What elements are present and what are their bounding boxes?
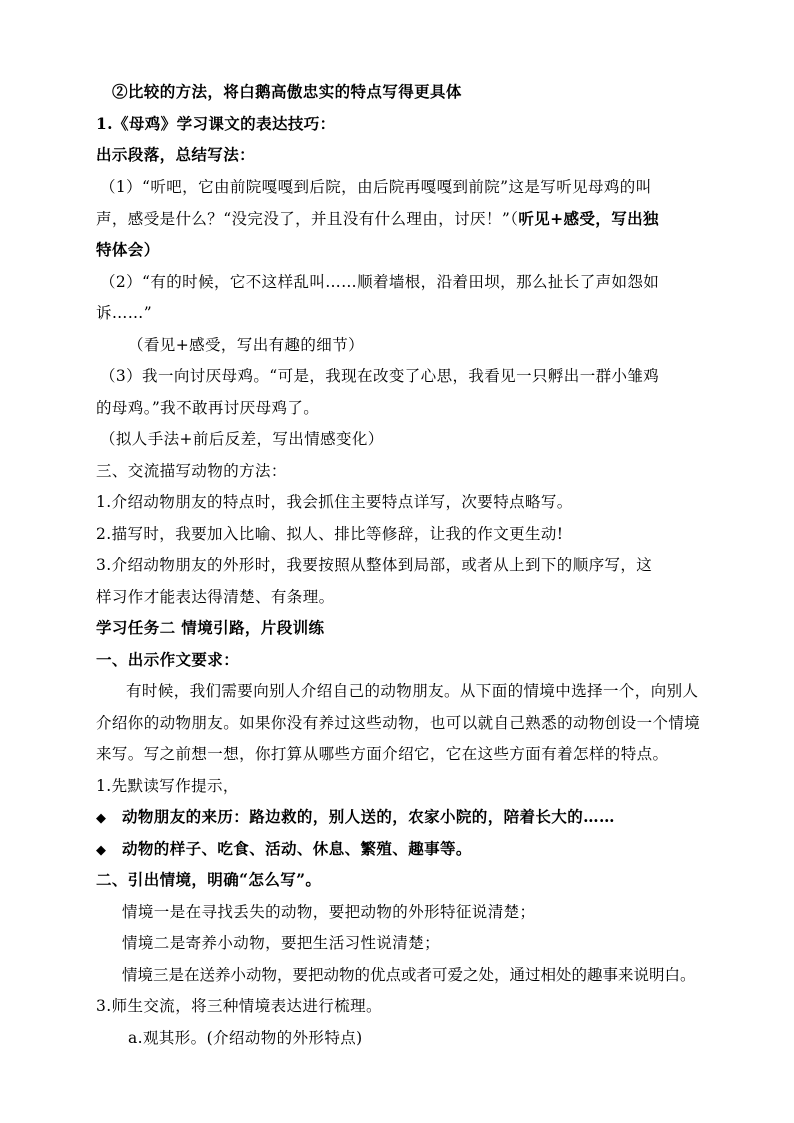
line-writing-requirement: 一、出示作文要求： bbox=[96, 650, 240, 669]
line-bullet-features bbox=[96, 839, 702, 861]
line-scenario-2: 情境二是寄养小动物，要把生活习性说清楚； bbox=[122, 934, 441, 952]
line-requirement-3: 来写。写之前想一想，你打算从哪些方面介绍它，它在这些方面有着怎样的特点。 bbox=[96, 745, 669, 763]
line-quote-1c: 特体会） bbox=[96, 240, 160, 259]
line-quote-1b bbox=[96, 209, 702, 229]
line-observe-shape: a.观其形。(介绍动物的外形特点) bbox=[128, 1029, 363, 1047]
line-bullet-origin bbox=[96, 807, 702, 829]
bullet-origin-text: 动物朋友的来历：路边救的，别人送的，农家小院的，陪着长大的…… bbox=[122, 807, 615, 826]
line-scenario-1: 情境一是在寻找丢失的动物，要把动物的外形特征说清楚； bbox=[122, 903, 536, 921]
line-method-2: 2.描写时，我要加入比喻、拟人、排比等修辞，让我的作文更生动! bbox=[96, 525, 564, 543]
line-quote-3-note: （拟人手法+前后反差，写出情感变化） bbox=[100, 430, 384, 448]
line-quote-2-note: （看见+感受，写出有趣的细节） bbox=[128, 336, 364, 354]
bullet-features-text: 动物的样子、吃食、活动、休息、繁殖、趣事等。 bbox=[122, 839, 472, 858]
diamond-bullet-icon: ◆ bbox=[96, 843, 107, 858]
line-requirement-2: 介绍你的动物朋友。如果你没有养过这些动物，也可以就自己熟悉的动物创设一个情境 bbox=[96, 714, 701, 732]
line-quote-2b: 诉……” bbox=[96, 304, 153, 322]
line-silent-read: 1.先默读写作提示， bbox=[96, 777, 239, 795]
line-show-paragraph: 出示段落，总结写法： bbox=[96, 145, 256, 164]
line-method-1: 1.介绍动物朋友的特点时，我会抓住主要特点详写，次要特点略写。 bbox=[96, 493, 573, 511]
line-comparison-method: ②比较的方法，将白鹅高傲忠实的特点写得更具体 bbox=[112, 82, 462, 101]
line-method-3b: 样习作才能表达得清楚、有条理。 bbox=[96, 588, 335, 606]
line-requirement-1: 有时候，我们需要向别人介绍自己的动物朋友。从下面的情境中选择一个，向别人 bbox=[126, 682, 699, 700]
quote-1b-text: 声，感受是什么？“没完没了，并且没有什么理由，讨厌！”（ bbox=[96, 210, 519, 228]
line-hen-heading: 1.《母鸡》学习课文的表达技巧： bbox=[96, 114, 336, 133]
diamond-bullet-icon: ◆ bbox=[96, 811, 107, 826]
line-quote-2a: （2）“有的时候，它不这样乱叫……顺着墙根，沿着田坝，那么扯长了声如怨如 bbox=[100, 273, 660, 291]
line-section-2-heading: 二、引出情境，明确“怎么写”。 bbox=[96, 870, 322, 889]
line-quote-3a: （3）我一向讨厌母鸡。“可是，我现在改变了心思，我看见一只孵出一群小雏鸡 bbox=[100, 367, 660, 385]
line-quote-3b: 的母鸡。”我不敢再讨厌母鸡了。 bbox=[96, 399, 320, 417]
line-quote-1a: （1）“听吧，它由前院嘎嘎到后院，由后院再嘎嘎到前院”这是写听见母鸡的叫 bbox=[100, 178, 652, 196]
line-method-3a: 3.介绍动物朋友的外形时，我要按照从整体到局部，或者从上到下的顺序写，这 bbox=[96, 556, 653, 574]
quote-1b-note: 听见+感受，写出独 bbox=[518, 209, 659, 228]
line-section-3-heading: 三、交流描写动物的方法： bbox=[96, 462, 287, 480]
line-scenario-3: 情境三是在送养小动物，要把动物的优点或者可爱之处，通过相处的趣事来说明白。 bbox=[122, 966, 696, 984]
line-teacher-student: 3.师生交流，将三种情境表达进行梳理。 bbox=[96, 997, 382, 1015]
line-task-2-heading: 学习任务二 情境引路，片段训练 bbox=[96, 618, 325, 637]
